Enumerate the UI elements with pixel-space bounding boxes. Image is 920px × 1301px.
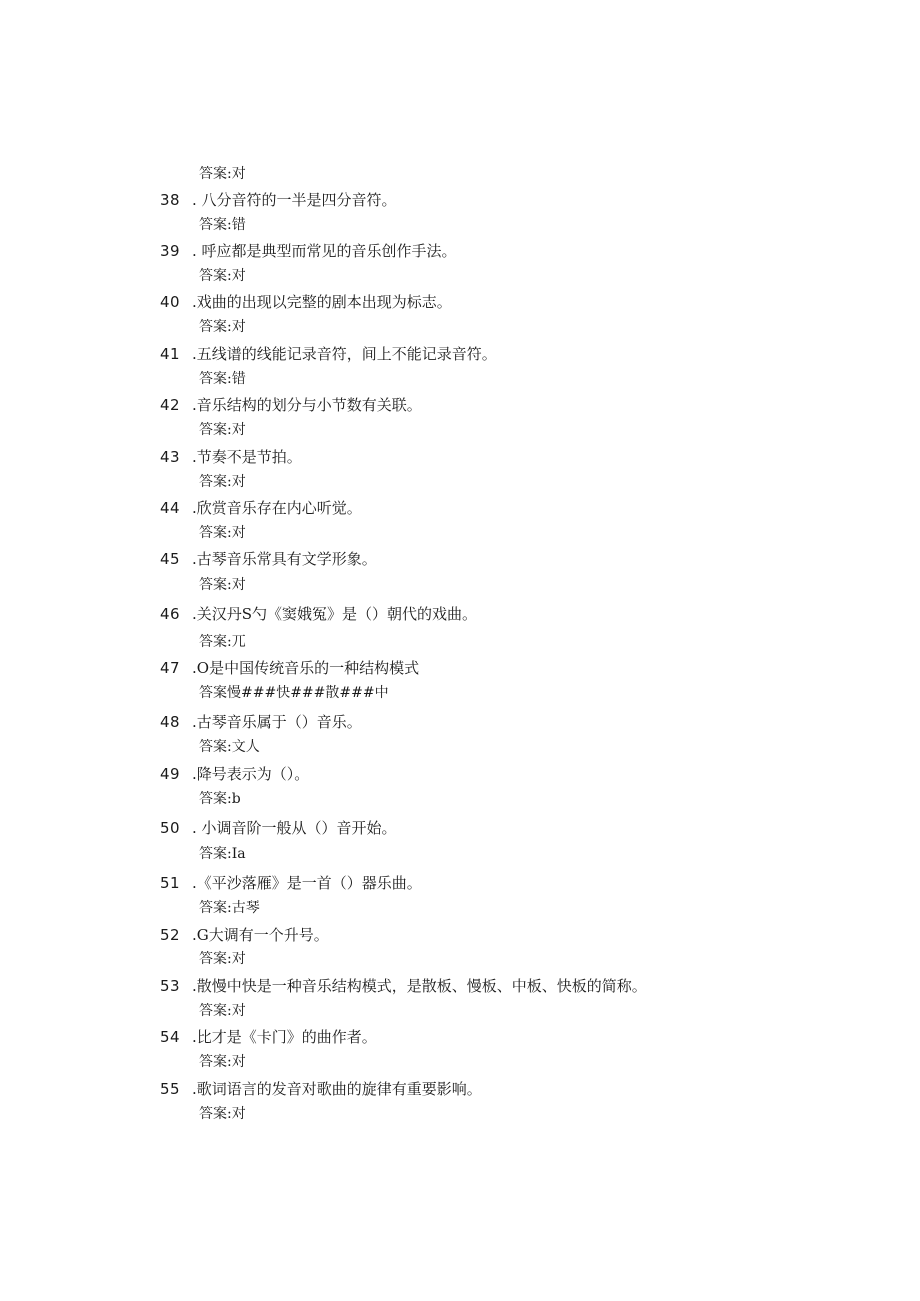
question-number: 41 (160, 345, 181, 363)
question-text: .古琴音乐属于（）音乐。 (192, 713, 362, 731)
question-number: 55 (160, 1080, 181, 1098)
question-text: .降号表示为（）。 (192, 765, 310, 783)
answer-text: 答案:b (199, 791, 241, 807)
question-text: .欣赏音乐存在内心听觉。 (192, 499, 362, 517)
question-text: .散慢中快是一种音乐结构模式，是散板、慢板、中板、快板的简称。 (192, 977, 647, 995)
question-number: 50 (160, 819, 181, 837)
answer-text: 答案:对 (199, 951, 246, 967)
question-text: .古琴音乐常具有文学形象。 (192, 550, 377, 568)
question-number: 44 (160, 499, 181, 517)
question-number: 39 (160, 242, 181, 260)
question-text: .五线谱的线能记录音符，间上不能记录音符。 (192, 345, 497, 363)
answer-text: 答案:对 (199, 525, 246, 541)
question-text: .G大调有一个升号。 (192, 926, 329, 944)
answer-text: 答案:对 (199, 474, 246, 490)
answer-text: 答案:对 (199, 1106, 246, 1122)
question-number: 52 (160, 926, 181, 944)
question-text: .《平沙落雁》是一首（）器乐曲。 (192, 874, 422, 892)
answer-text: 答案:对 (199, 268, 246, 284)
question-text: .歌词语言的发音对歌曲的旋律有重要影响。 (192, 1080, 482, 1098)
question-text: .音乐结构的划分与小节数有关联。 (192, 396, 422, 414)
question-text: .O是中国传统音乐的一种结构模式 (192, 659, 420, 677)
answer-text: 答案:Ia (199, 846, 246, 862)
question-number: 42 (160, 396, 181, 414)
answer-text: 答案:对 (199, 1054, 246, 1070)
answer-text: 答案慢###快###散###中 (199, 685, 389, 701)
question-number: 43 (160, 448, 181, 466)
question-text: .节奏不是节拍。 (192, 448, 302, 466)
lead-answer: 答案:对 (199, 166, 246, 182)
question-number: 38 (160, 191, 181, 209)
question-number: 40 (160, 293, 181, 311)
question-number: 49 (160, 765, 181, 783)
question-number: 54 (160, 1028, 181, 1046)
answer-text: 答案:对 (199, 422, 246, 438)
question-number: 48 (160, 713, 181, 731)
question-number: 51 (160, 874, 181, 892)
question-text: .关汉丹S勺《窦娥冤》是（）朝代的戏曲。 (192, 605, 478, 623)
answer-text: 答案:错 (199, 371, 246, 387)
question-text: . 八分音符的一半是四分音符。 (192, 191, 397, 209)
question-text: . 小调音阶一般从（）音开始。 (192, 819, 397, 837)
answer-text: 答案:对 (199, 577, 246, 593)
question-number: 53 (160, 977, 181, 995)
answer-text: 答案:对 (199, 1003, 246, 1019)
question-number: 47 (160, 659, 181, 677)
question-text: . 呼应都是典型而常见的音乐创作手法。 (192, 242, 457, 260)
question-text: .比才是《卡门》的曲作者。 (192, 1028, 377, 1046)
question-text: .戏曲的出现以完整的剧本出现为标志。 (192, 293, 452, 311)
question-number: 45 (160, 550, 181, 568)
answer-text: 答案:文人 (199, 739, 260, 755)
answer-text: 答案:对 (199, 319, 246, 335)
question-number: 46 (160, 605, 181, 623)
answer-text: 答案:兀 (199, 634, 246, 650)
answer-text: 答案:古琴 (199, 900, 260, 916)
answer-text: 答案:错 (199, 217, 246, 233)
